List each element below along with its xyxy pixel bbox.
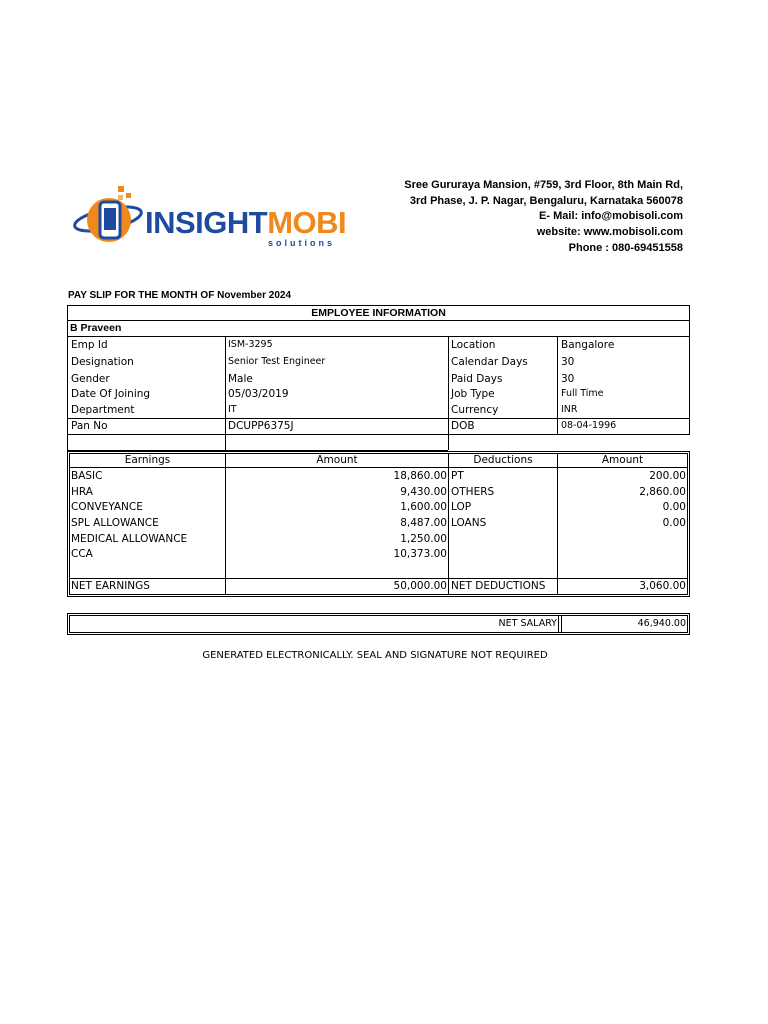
logo-accent-text: MOBI bbox=[267, 205, 347, 240]
deduction-label: PT bbox=[451, 470, 464, 482]
earning-label: CCA bbox=[71, 548, 93, 560]
earning-label: BASIC bbox=[71, 470, 103, 482]
net-salary-label: NET SALARY bbox=[498, 618, 557, 629]
company-website: website: www.mobisoli.com bbox=[536, 226, 683, 239]
address-line-2: 3rd Phase, J. P. Nagar, Bengaluru, Karnataka 560078 bbox=[409, 194, 683, 207]
deduction-label: LOANS bbox=[451, 517, 487, 529]
employee-name: B Praveen bbox=[70, 322, 122, 334]
deduction-amount: 0.00 bbox=[662, 501, 686, 513]
net-earnings-value: 50,000.00 bbox=[393, 580, 447, 592]
employee-info-heading: EMPLOYEE INFORMATION bbox=[311, 307, 446, 319]
earning-amount: 9,430.00 bbox=[400, 486, 447, 498]
earning-amount: 10,373.00 bbox=[393, 548, 447, 560]
earning-label: HRA bbox=[71, 486, 93, 498]
pan-label: Pan No bbox=[71, 420, 108, 432]
currency-value: INR bbox=[561, 404, 578, 415]
job-type-label: Job Type bbox=[451, 388, 495, 400]
earning-amount: 8,487.00 bbox=[400, 517, 447, 529]
deductions-header: Deductions bbox=[473, 454, 533, 466]
earning-amount: 1,250.00 bbox=[400, 533, 447, 545]
earnings-amount-header: Amount bbox=[316, 454, 358, 466]
deduction-label: LOP bbox=[451, 501, 472, 513]
footer-note: GENERATED ELECTRONICALLY. SEAL AND SIGNATURE NOT REQUIRED bbox=[202, 650, 548, 661]
earning-amount: 18,860.00 bbox=[393, 470, 447, 482]
deduction-label: OTHERS bbox=[451, 486, 495, 498]
address-line-1: Sree Gururaya Mansion, #759, 3rd Floor, 8th Main Rd, bbox=[404, 179, 683, 191]
location-label: Location bbox=[451, 339, 496, 351]
net-earnings-label: NET EARNINGS bbox=[71, 580, 150, 592]
calendar-days-label: Calendar Days bbox=[451, 356, 528, 368]
location-value: Bangalore bbox=[561, 339, 615, 351]
slip-title: PAY SLIP FOR THE MONTH OF November 2024 bbox=[68, 290, 292, 301]
logo-subtitle: solutions bbox=[268, 238, 335, 248]
deductions-amount-header: Amount bbox=[601, 454, 644, 466]
earning-label: SPL ALLOWANCE bbox=[71, 517, 159, 529]
dob-value: 08-04-1996 bbox=[561, 420, 617, 431]
doj-value: 05/03/2019 bbox=[228, 388, 289, 400]
dob-label: DOB bbox=[451, 420, 475, 432]
earning-amount: 1,600.00 bbox=[400, 501, 447, 513]
paid-days-label: Paid Days bbox=[451, 373, 503, 385]
deduction-amount: 0.00 bbox=[662, 517, 686, 529]
earning-label: MEDICAL ALLOWANCE bbox=[71, 533, 188, 545]
job-type-value: Full Time bbox=[561, 388, 604, 399]
department-label: Department bbox=[71, 404, 135, 416]
deduction-amount: 200.00 bbox=[649, 470, 686, 482]
deduction-amount: 2,860.00 bbox=[639, 486, 686, 498]
earning-label: CONVEYANCE bbox=[71, 501, 143, 513]
designation-value: Senior Test Engineer bbox=[228, 356, 326, 367]
doj-label: Date Of Joining bbox=[71, 388, 151, 400]
paid-days-value: 30 bbox=[561, 373, 575, 385]
logo-main-text: INSIGHT bbox=[145, 205, 268, 240]
company-email: E- Mail: info@mobisoli.com bbox=[539, 210, 683, 223]
department-value: IT bbox=[228, 404, 237, 415]
calendar-days-value: 30 bbox=[561, 356, 575, 368]
net-salary-value: 46,940.00 bbox=[637, 618, 686, 629]
gender-value: Male bbox=[228, 373, 253, 385]
designation-label: Designation bbox=[71, 356, 134, 368]
company-address bbox=[404, 178, 683, 257]
currency-label: Currency bbox=[451, 404, 499, 416]
net-deductions-label: NET DEDUCTIONS bbox=[451, 580, 546, 592]
emp-id-label: Emp Id bbox=[71, 339, 108, 351]
earnings-header: Earnings bbox=[124, 454, 171, 466]
gender-label: Gender bbox=[71, 373, 110, 385]
emp-id-value: ISM-3295 bbox=[228, 339, 273, 350]
phone-globe-icon bbox=[72, 186, 147, 251]
company-phone: Phone : 080-69451558 bbox=[568, 241, 683, 254]
pan-value: DCUPP6375J bbox=[228, 420, 294, 432]
net-deductions-value: 3,060.00 bbox=[639, 580, 686, 592]
